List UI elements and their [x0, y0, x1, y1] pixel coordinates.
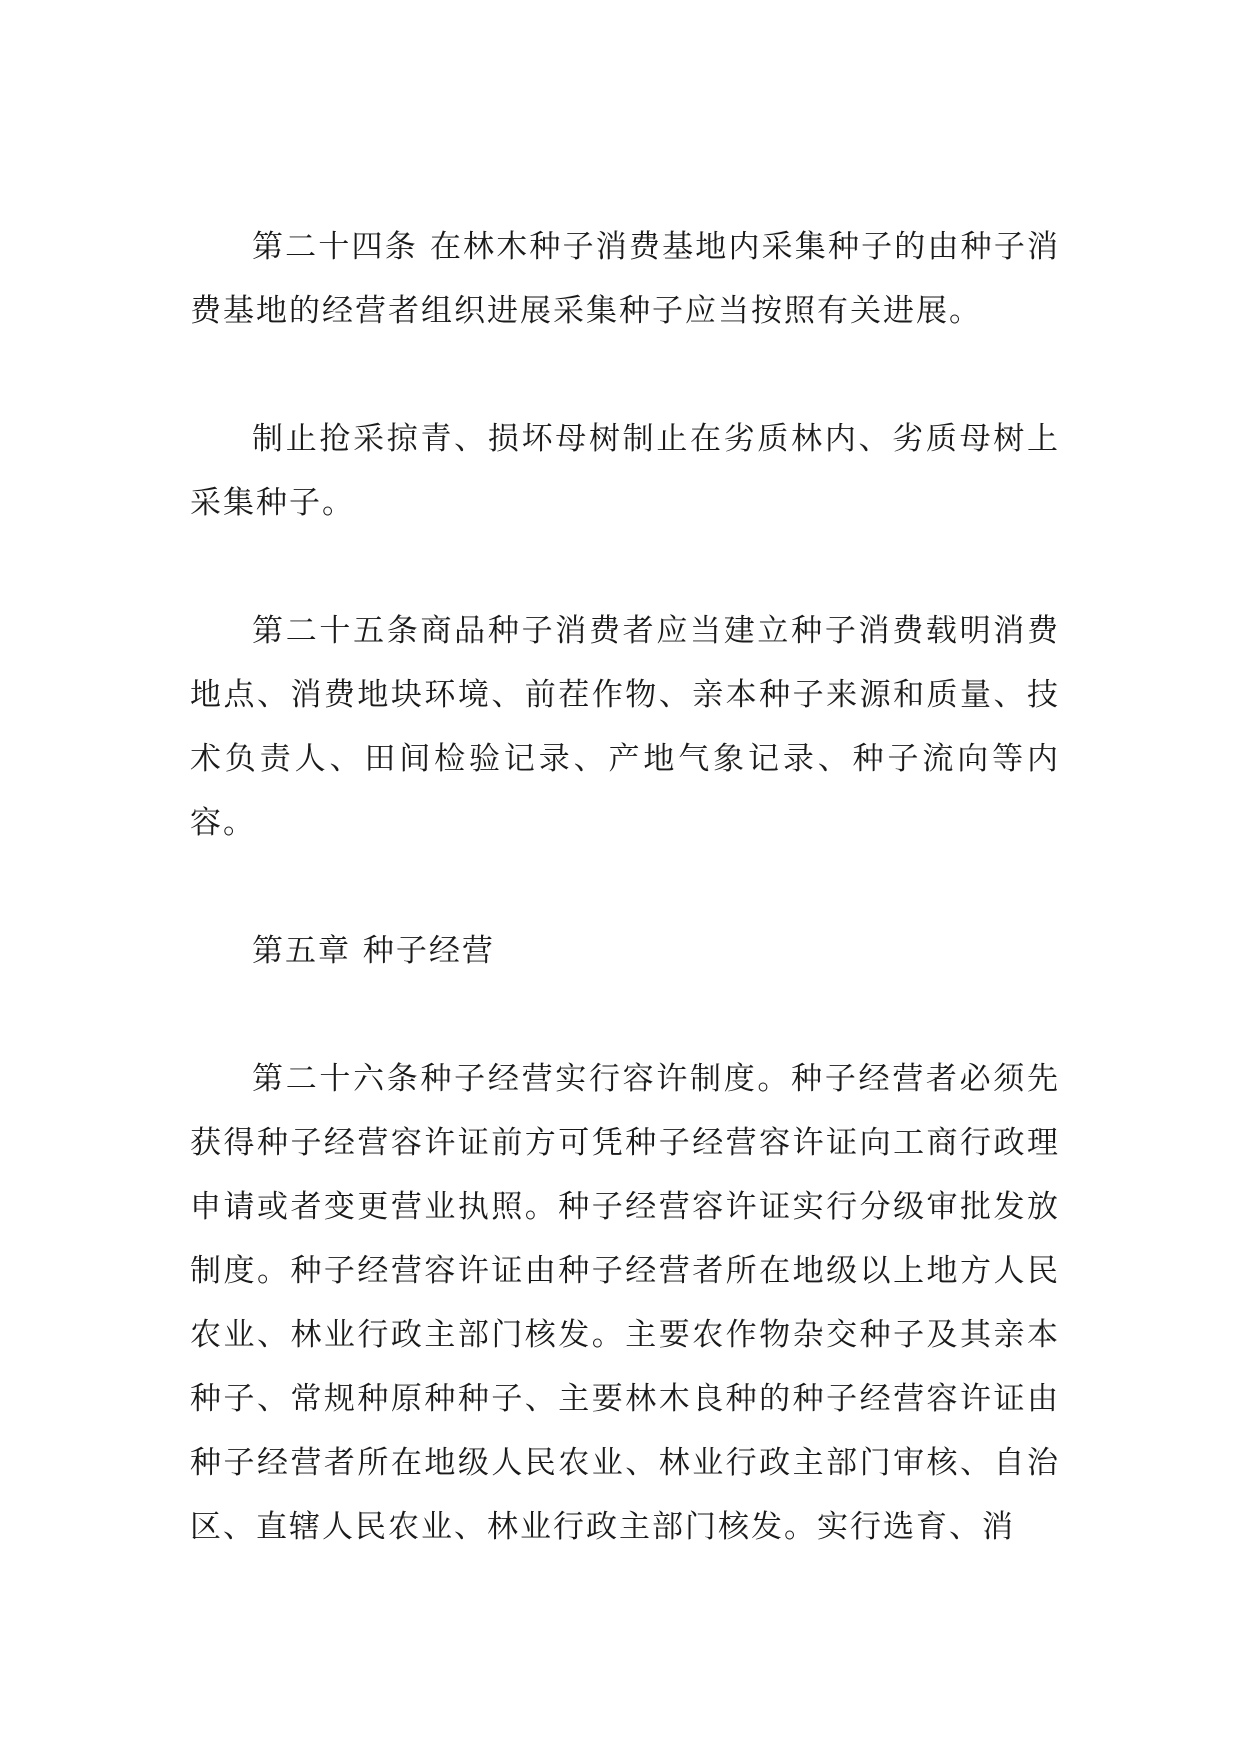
article-24-paragraph: 第二十四条 在林木种子消费基地内采集种子的由种子消费基地的经营者组织进展采集种子应当按照有关进展。 [190, 229, 1060, 329]
collection-prohibition-paragraph: 制止抢采掠青、损坏母树制止在劣质林内、劣质母树上采集种子。 [190, 421, 1060, 521]
article-26-paragraph: 第二十六条种子经营实行容许制度。种子经营者必须先获得种子经营容许证前方可凭种子经营容许证向工商行政理申请或者变更营业执照。种子经营容许证实行分级审批发放制度。种子经营容许证由种子经营者所在地级以上地方人民农业、林业行政主部门核发。主要农作物杂交种子及其亲本种子、常规种原种种子、主要林木良种的种子经营容许证由种子经营者所在地级人民农业、林业行政主部门审核、自治区、直辖人民农业、林业行政主部门核发。实行选育、消 [190, 1061, 1060, 1545]
article-25-paragraph: 第二十五条商品种子消费者应当建立种子消费载明消费地点、消费地块环境、前茬作物、亲本种子来源和质量、技术负责人、田间检验记录、产地气象记录、种子流向等内容。 [190, 613, 1060, 841]
chapter-5-heading: 第五章 种子经营 [252, 933, 495, 969]
document-body [190, 215, 1060, 1559]
